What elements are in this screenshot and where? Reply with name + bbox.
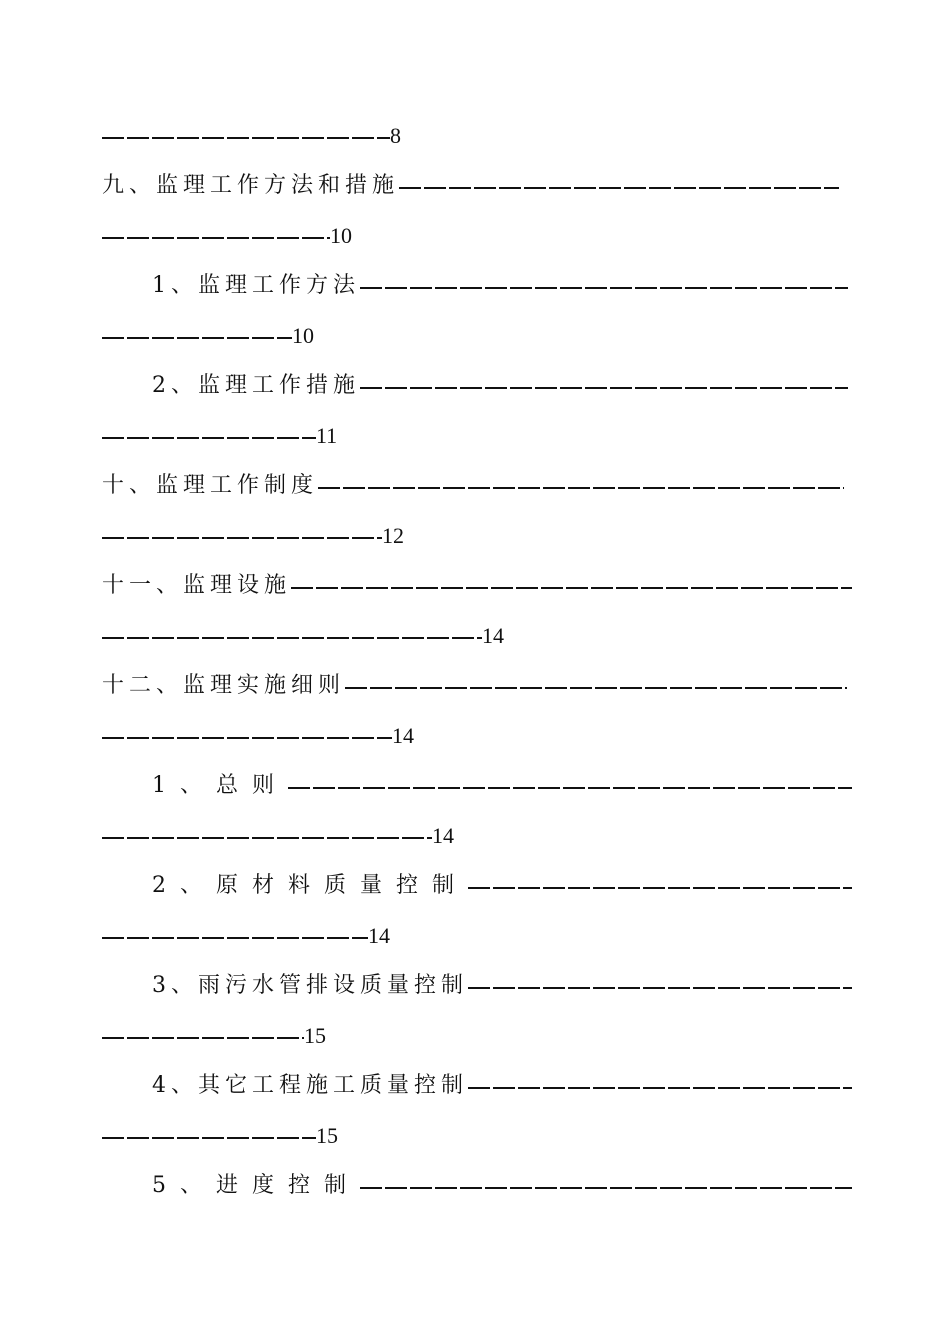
toc-entry-continuation [102,320,314,352]
toc-entry-12-1[interactable] [102,770,852,802]
dot-leader [102,120,390,152]
dot-leader [102,620,482,652]
toc-entry-label: 2、原材料质量控制 [152,873,468,898]
dot-leader [468,1070,852,1102]
dot-leader [468,870,852,902]
toc-entry-12-5[interactable] [102,1170,852,1202]
toc-entry-continuation [102,420,337,452]
toc-entry-continuation [102,1020,326,1052]
toc-entry-continuation [102,520,404,552]
dot-leader [102,920,368,952]
toc-entry-label: 1、总则 [152,773,288,798]
toc-page-number: 15 [316,1123,338,1148]
toc-entry-continuation [102,220,352,252]
toc-page-number: 14 [368,923,390,948]
dot-leader [102,320,292,352]
dot-leader [102,820,432,852]
dot-leader [360,370,848,402]
dot-leader [291,570,852,602]
dot-leader [318,470,844,502]
dot-leader [102,220,330,252]
toc-entry-label: 十一、监理设施 [102,573,292,598]
toc-page-number: 15 [304,1023,326,1048]
dot-leader [399,170,839,202]
toc-entry-12-4[interactable] [102,1070,852,1102]
toc-entry-label: 4、其它工程施工质量控制 [152,1073,468,1098]
toc-entry-12-2[interactable] [102,870,852,902]
toc-entry-chapter-9[interactable] [102,170,852,202]
dot-leader [102,520,382,552]
toc-page-number: 8 [390,123,401,148]
dot-leader [288,770,852,802]
toc-entry-chapter-10[interactable] [102,470,852,502]
toc-entry-9-1[interactable] [102,270,852,302]
toc-entry-chapter-11[interactable] [102,570,852,602]
toc-page-number: 11 [316,423,338,448]
toc-page-number: 14 [392,723,414,748]
toc-entry-label: 1、监理工作方法 [152,273,360,298]
dot-leader [102,720,392,752]
toc-page-number: 14 [432,823,454,848]
toc-page-number: 10 [330,223,352,248]
toc-page-number: 10 [292,323,314,348]
toc-entry-label: 3、雨污水管排设质量控制 [152,973,468,998]
toc-entry-12-3[interactable] [102,970,852,1002]
dot-leader [360,1170,852,1202]
toc-entry-continuation [102,820,454,852]
toc-entry-chapter-12[interactable] [102,670,852,702]
toc-page-number: 14 [482,623,504,648]
dot-leader [345,670,847,702]
toc-entry-label: 2、监理工作措施 [152,373,360,398]
dot-leader [360,270,848,302]
toc-entry-9-2[interactable] [102,370,852,402]
toc-page-number: 12 [382,523,404,548]
toc-entry-continuation [102,920,390,952]
toc-entry-label: 十二、监理实施细则 [102,673,346,698]
toc-entry-label: 九、监理工作方法和措施 [102,173,400,198]
dot-leader [468,970,852,1002]
toc-entry-label: 十、监理工作制度 [102,473,319,498]
toc-entry-continuation [102,1120,338,1152]
dot-leader [102,420,316,452]
toc-entry-continuation [102,620,504,652]
dot-leader [102,1120,316,1152]
toc-entry-continuation [102,120,401,152]
toc-entry-continuation [102,720,414,752]
toc-entry-label: 5、进度控制 [152,1173,360,1198]
dot-leader [102,1020,304,1052]
